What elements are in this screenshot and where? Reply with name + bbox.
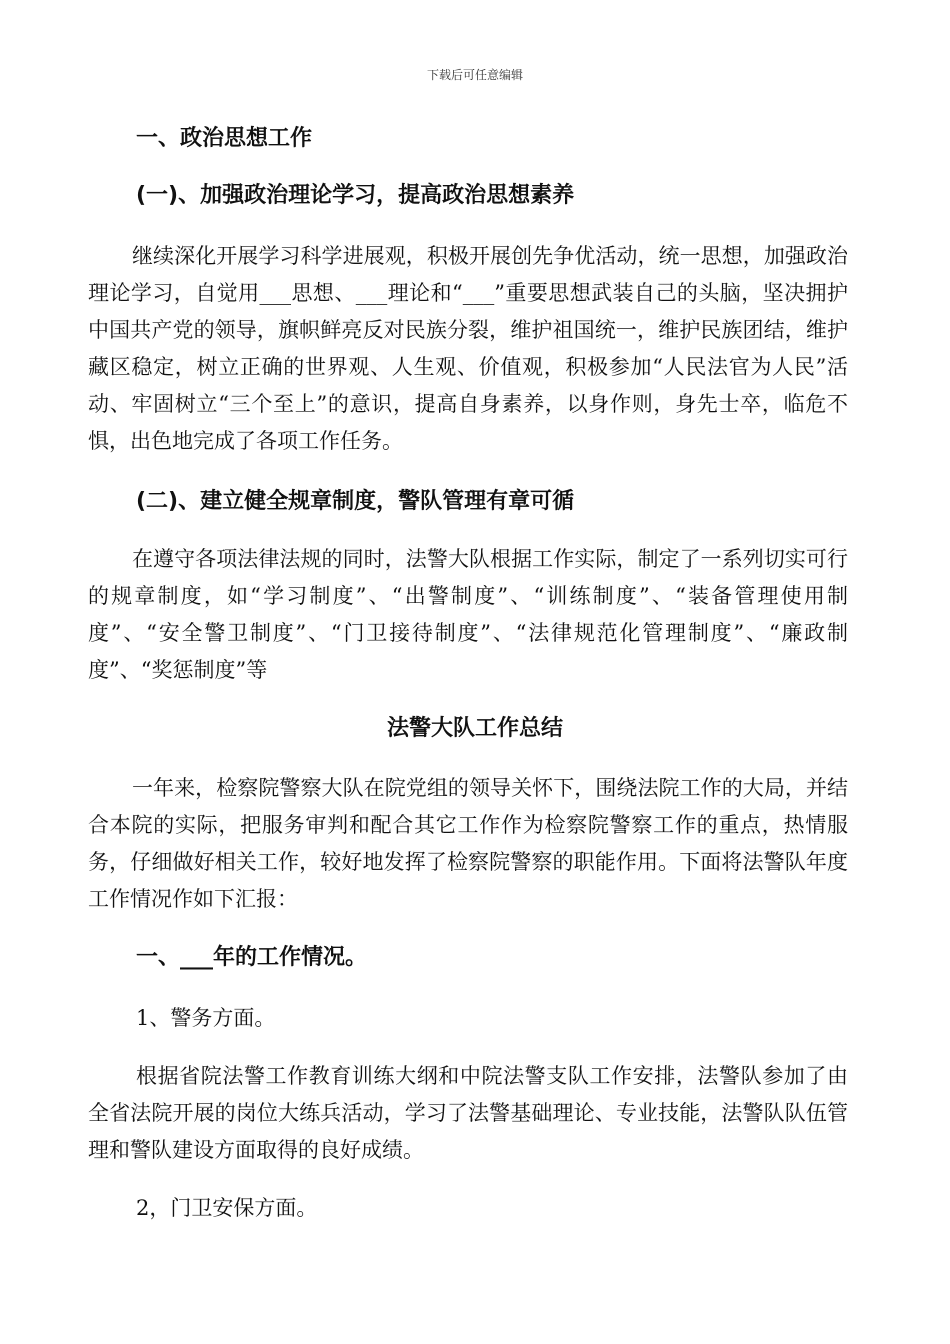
item-label-police-affairs: 1、警务方面。 xyxy=(136,1006,276,1030)
paragraph-police-affairs: 根据省院法警工作教育训练大纲和中院法警支队工作安排，法警队参加了由全省法院开展的岗位大练兵活动，学习了法警基础理论、专业技能，法警队队伍管理和警队建设方面取得的良好成绩。 xyxy=(88,1064,848,1162)
section-heading-political: 一、政治思想工作 xyxy=(136,126,313,151)
item-label-security: 2，门卫安保方面。 xyxy=(136,1196,318,1220)
subsection-heading-2: (二)、建立健全规章制度，警队管理有章可循 xyxy=(136,489,575,514)
page-header: 下载后可任意编辑 xyxy=(426,68,523,82)
document-title: 法警大队工作总结 xyxy=(386,716,563,741)
section-heading-work: 一、___年的工作情况。 xyxy=(136,945,368,970)
paragraph-political-study: 继续深化开展学习科学进展观，积极开展创先争优活动，统一思想，加强政治理论学习，自觉用___思想、___理论和“___”重要思想武装自己的头脑，坚决拥护中国共产党的领导，旗帜鲜亮反对民族分裂，维护祖国统一，维护民族团结，维护藏区稳定，树立正确的世界观、人生观、价值观，积极参加“人民法官为人民”活动、牢固树立“三个至上”的意识，提高自身素养，以身作则，身先士卒，临危不惧，出色地完成了各项工作任务。 xyxy=(88,244,848,453)
paragraph-intro: 一年来，检察院警察大队在院党组的领导关怀下，围绕法院工作的大局，并结合本院的实际，把服务审判和配合其它工作作为检察院警察工作的重点，热情服务，仔细做好相关工作，较好地发挥了检察院警察的职能作用。下面将法警队年度工作情况作如下汇报： xyxy=(88,776,848,911)
subsection-heading-1: (一)、加强政治理论学习，提高政治思想素养 xyxy=(136,183,575,208)
paragraph-rules: 在遵守各项法律法规的同时，法警大队根据工作实际，制定了一系列切实可行的规章制度，如“学习制度”、“出警制度”、“训练制度”、“装备管理使用制度”、“安全警卫制度”、“门卫接待制度”、“法律规范化管理制度”、“廉政制度”、“奖惩制度”等 xyxy=(88,547,848,682)
